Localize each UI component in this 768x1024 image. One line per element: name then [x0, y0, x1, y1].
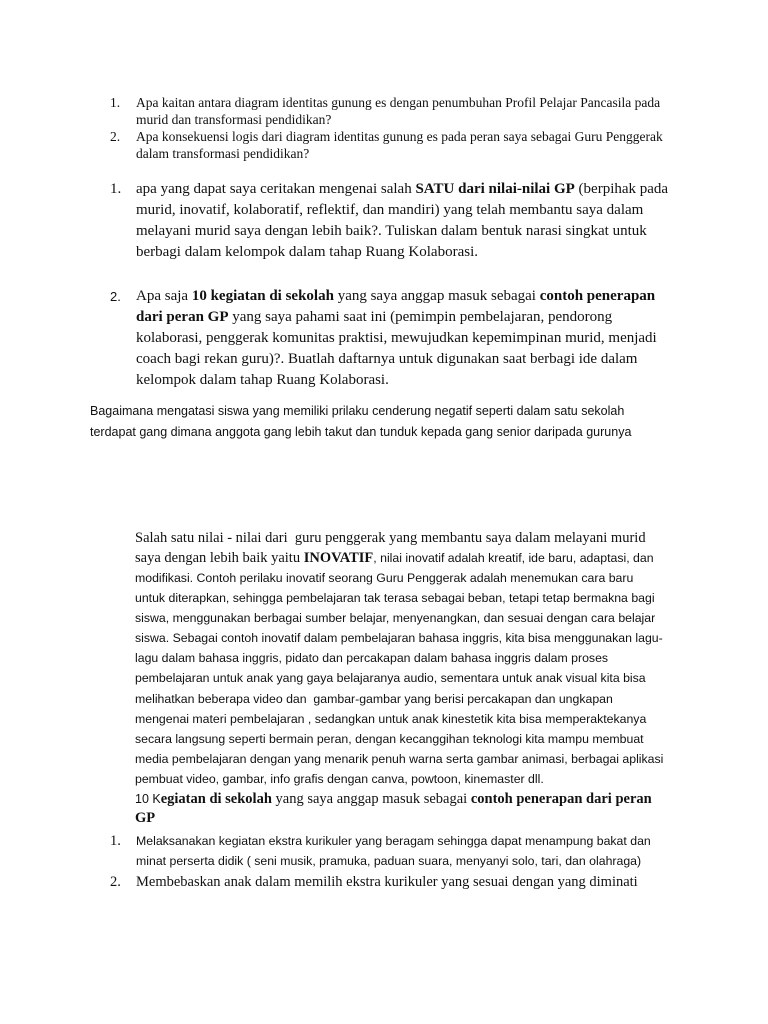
bold-text: egiatan di sekolah [160, 791, 272, 807]
text-run: 10 K [135, 792, 161, 806]
bold-text: SATU dari nilai-nilai GP [415, 181, 575, 197]
text-run: Apa saja [136, 288, 192, 304]
text-run: , nilai inovatif adalah kreatif, ide baru, adaptasi, dan [373, 551, 654, 565]
bold-text: contoh penerapan dari peran GP [136, 288, 656, 325]
text-run: (berpihak pada murid, inovatif, kolaboratif, reflektif, dan mandiri) yang telah membantu saya dalam melayani murid saya dengan lebih baik?. Tuliskan dalam bentuk narasi singkat untuk berbagi dalam kelompok dalam tahap Ruang Kolaborasi. [136, 181, 669, 260]
text-run: apa yang dapat saya ceritakan mengenai salah [136, 181, 416, 197]
list-item-text [136, 179, 710, 263]
answer-paragraph [135, 528, 735, 789]
list-item [110, 831, 730, 871]
list-item [110, 179, 710, 263]
answer-line [135, 548, 735, 568]
list-item-text [136, 286, 710, 391]
text-run: yang saya anggap masuk sebagai [333, 288, 540, 304]
section-heading [135, 790, 735, 828]
list-item [110, 128, 710, 162]
text-run: saya dengan lebih baik yaitu [135, 550, 304, 566]
list-item-text: Apa kaitan antara diagram identitas gunung es dengan penumbuhan Profil Pelajar Pancasila pada murid dan transformasi pendidikan? [136, 95, 661, 127]
list-number: 1. [110, 833, 121, 849]
question-paragraph: Bagaimana mengatasi siswa yang memiliki prilaku cenderung negatif seperti dalam satu sekolah terdapat gang dimana anggota gang lebih takut dan tunduk kepada gang senior daripada gurunya [90, 404, 632, 439]
answer-body: modifikasi. Contoh perilaku inovatif seorang Guru Penggerak adalah menemukan cara baru untuk diterapkan, sehingga pembelajaran tak terasa sebagai beban, tetapi tetap bermakna bagi siswa, menggunakan berbagai sumber belajar, menyenangkan, dan sesuai dengan cara belajar siswa. Sebagai contoh inovatif dalam pembelajaran bahasa inggris, kita bisa menggunakan lagu- lagu dalam bahasa inggris, pidato dan percakapan dalam bahasa inggris dalam proses pembelajaran untuk anak yang gaya belajaranya audio, sementara untuk anak visual kita bisa melihatkan beberapa video dan gambar-gambar yang berisi percakapan dan ungkapan mengenai materi pembelajaran , sedangkan untuk anak kinestetik kita bisa memperaktekanya secara langsung seperti bermain peran, dengan kecanggihan teknologi kita mampu membuat media pembelajaran dengan yang menarik penuh warna serta gambar animasi, berbagai aplikasi pembuat video, gambar, info grafis dengan canva, powtoon, kinemaster dll. [135, 571, 664, 786]
list-item [110, 94, 710, 128]
list-item-text: Apa konsekuensi logis dari diagram identitas gunung es pada peran saya sebagai Guru Penggerak dalam transformasi pendidikan? [136, 129, 663, 161]
list-number: 1. [110, 95, 121, 110]
list-number: 2. [110, 874, 121, 890]
list-item [110, 872, 730, 892]
list-number: 2. [110, 289, 121, 304]
bold-text: contoh penerapan dari peran GP [135, 791, 652, 826]
list-item-text: Melaksanakan kegiatan ekstra kurikuler yang beragam sehingga dapat menampung bakat dan minat perserta didik ( seni musik, pramuka, paduan suara, menyanyi solo, tari, dan olahraga) [136, 834, 651, 868]
bold-text: 10 kegiatan di sekolah [191, 288, 334, 304]
bold-text: INOVATIF [303, 550, 374, 566]
list-item-text: Membebaskan anak dalam memilih ekstra kurikuler yang sesuai dengan yang diminati [136, 874, 638, 890]
list-item [110, 286, 710, 391]
text-run: yang saya anggap masuk sebagai [271, 791, 471, 807]
text-run: yang saya pahami saat ini (pemimpin pembelajaran, pendorong kolaborasi, penggerak komunitas praktisi, mewujudkan kepemimpinan murid, menjadi coach bagi rekan guru)?. Buatlah daftarnya untuk digunakan saat berbagi ide dalam kelompok dalam tahap Ruang Kolaborasi. [136, 309, 657, 388]
answer-line: Salah satu nilai - nilai dari guru penggerak yang membantu saya dalam melayani murid [135, 530, 646, 546]
list-number: 2. [110, 129, 121, 144]
list-number: 1. [110, 181, 122, 197]
